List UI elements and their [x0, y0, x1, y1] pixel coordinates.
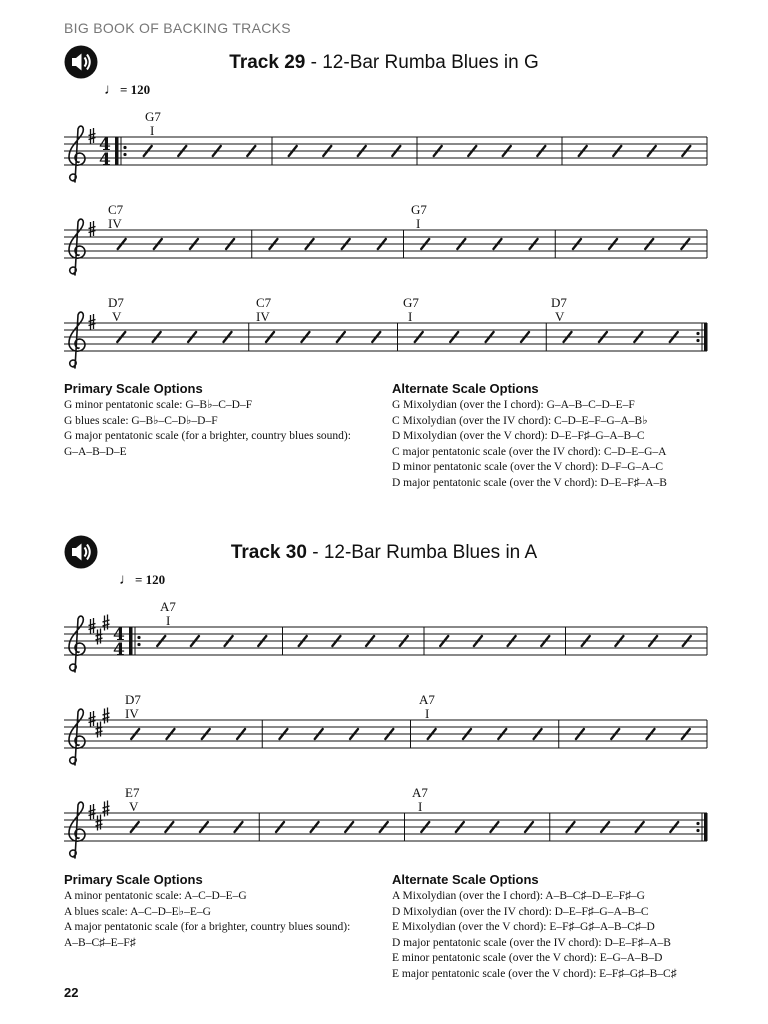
scale-line: G blues scale: G–B♭–C–D♭–D–F	[64, 414, 218, 427]
sharp-icon	[96, 815, 103, 831]
treble-clef-icon	[69, 126, 85, 182]
track-title-separator: -	[305, 52, 323, 73]
chord-symbol: A7	[160, 599, 176, 614]
treble-clef-icon	[69, 709, 85, 765]
sharp-icon	[103, 615, 110, 631]
chord-symbol: C7	[256, 295, 272, 310]
primary-scale-options	[64, 872, 364, 951]
track-title-separator: -	[306, 542, 324, 563]
treble-clef-icon	[69, 802, 85, 858]
scale-line: G major pentatonic scale (for a brighter, country blues sound): G–A–B–D–E	[64, 430, 351, 458]
repeat-dot	[137, 636, 140, 639]
scale-line: E major pentatonic scale (over the V chord): E–F♯–G♯–B–C♯	[392, 967, 677, 980]
scale-line: G minor pentatonic scale: G–B♭–C–D–F	[64, 399, 253, 411]
chord-symbol: G7	[145, 109, 161, 124]
time-signature-bottom: 4	[99, 150, 111, 170]
sharp-icon	[103, 801, 110, 817]
track-label: Track 29	[229, 52, 306, 73]
scale-line: A Mixolydian (over the I chord): A–B–C♯–D–E–F♯–G	[392, 890, 645, 902]
chord-symbol: G7	[403, 295, 419, 310]
chord-symbol: G7	[411, 202, 427, 217]
sharp-icon	[89, 314, 96, 330]
scale-line: C major pentatonic scale (over the IV chord): C–D–E–G–A	[392, 445, 667, 458]
running-header: BIG BOOK OF BACKING TRACKS	[64, 20, 291, 36]
chord-numeral: V	[112, 309, 122, 324]
repeat-dot	[123, 153, 126, 156]
track-label: Track 30	[230, 542, 307, 563]
primary-scale-options	[64, 381, 364, 460]
alternate-scale-options	[392, 872, 676, 983]
treble-clef-icon	[69, 312, 85, 368]
time-signature-bottom: 4	[113, 640, 125, 660]
repeat-start-thick-bar	[115, 137, 119, 165]
alternate-scale-options	[392, 381, 667, 492]
treble-clef-icon	[69, 219, 85, 275]
track-subtitle: 12-Bar Rumba Blues in A	[323, 542, 538, 563]
scale-line: D Mixolydian (over the IV chord): D–E–F♯–G–A–B–C	[392, 905, 649, 918]
sharp-icon	[89, 221, 96, 237]
chord-numeral: IV	[108, 216, 122, 231]
chord-symbol: D7	[125, 692, 141, 707]
sharp-icon	[96, 722, 103, 738]
repeat-dot	[696, 829, 699, 832]
time-signature-top: 4	[99, 135, 111, 155]
scale-line: D Mixolydian (over the V chord): D–E–F♯–G–A–B–C	[392, 430, 645, 443]
treble-clef-icon	[69, 616, 85, 672]
time-signature-top: 4	[113, 625, 125, 645]
section-heading: Alternate Scale Options	[392, 381, 539, 396]
scale-line: D major pentatonic scale (over the V chord): D–E–F♯–A–B	[392, 476, 667, 489]
repeat-dot	[137, 643, 140, 646]
page-number: 22	[64, 985, 79, 1000]
scale-line: A minor pentatonic scale: A–C–D–E–G	[64, 890, 247, 902]
scale-line: A major pentatonic scale (for a brighter, country blues sound): A–B–C♯–E–F♯	[64, 921, 351, 949]
scale-line: G Mixolydian (over the I chord): G–A–B–C–D–E–F	[392, 399, 635, 411]
tempo-value: = 120	[120, 82, 151, 97]
quarter-note-icon: ♩	[119, 572, 134, 588]
chord-symbol: D7	[551, 295, 567, 310]
chord-symbol: D7	[108, 295, 124, 310]
chord-numeral: IV	[125, 706, 139, 721]
repeat-start-thick-bar	[129, 627, 133, 655]
sharp-icon	[96, 629, 103, 645]
scale-line: A blues scale: A–C–D–E♭–E–G	[64, 905, 211, 918]
quarter-note-icon: ♩	[104, 82, 119, 98]
track-subtitle: 12-Bar Rumba Blues in G	[322, 52, 539, 73]
repeat-end-thick-bar	[704, 323, 708, 351]
scale-line: C Mixolydian (over the IV chord): C–D–E–F–G–A–B♭	[392, 414, 648, 427]
scale-line: E Mixolydian (over the V chord): E–F♯–G♯–A–B–C♯–D	[392, 921, 655, 934]
sharp-icon	[89, 128, 96, 144]
chord-numeral: IV	[256, 309, 270, 324]
section-heading: Primary Scale Options	[64, 381, 203, 396]
sharp-icon	[89, 804, 96, 820]
chord-symbol: E7	[125, 785, 140, 800]
sharp-icon	[103, 708, 110, 724]
repeat-dot	[696, 339, 699, 342]
scale-line: E minor pentatonic scale (over the V chord): E–G–A–B–D	[392, 952, 663, 965]
chord-numeral: V	[129, 799, 139, 814]
chord-numeral: V	[555, 309, 565, 324]
sharp-icon	[89, 618, 96, 634]
repeat-dot	[696, 332, 699, 335]
section-heading: Primary Scale Options	[64, 872, 203, 887]
chord-numeral: I	[416, 216, 421, 231]
repeat-dot	[696, 822, 699, 825]
tempo-value: = 120	[135, 572, 166, 587]
chord-numeral: I	[425, 706, 430, 721]
sharp-icon	[89, 711, 96, 727]
chord-numeral: I	[408, 309, 413, 324]
repeat-end-thick-bar	[704, 813, 708, 841]
section-heading: Alternate Scale Options	[392, 872, 539, 887]
chord-numeral: I	[150, 123, 155, 138]
scale-line: D minor pentatonic scale (over the V chord): D–F–G–A–C	[392, 461, 664, 474]
chord-symbol: C7	[108, 202, 124, 217]
chord-numeral: I	[418, 799, 423, 814]
repeat-dot	[123, 146, 126, 149]
chord-numeral: I	[166, 613, 171, 628]
chord-symbol: A7	[412, 785, 428, 800]
scale-line: D major pentatonic scale (over the IV chord): D–E–F♯–A–B	[392, 936, 671, 949]
chord-symbol: A7	[419, 692, 435, 707]
